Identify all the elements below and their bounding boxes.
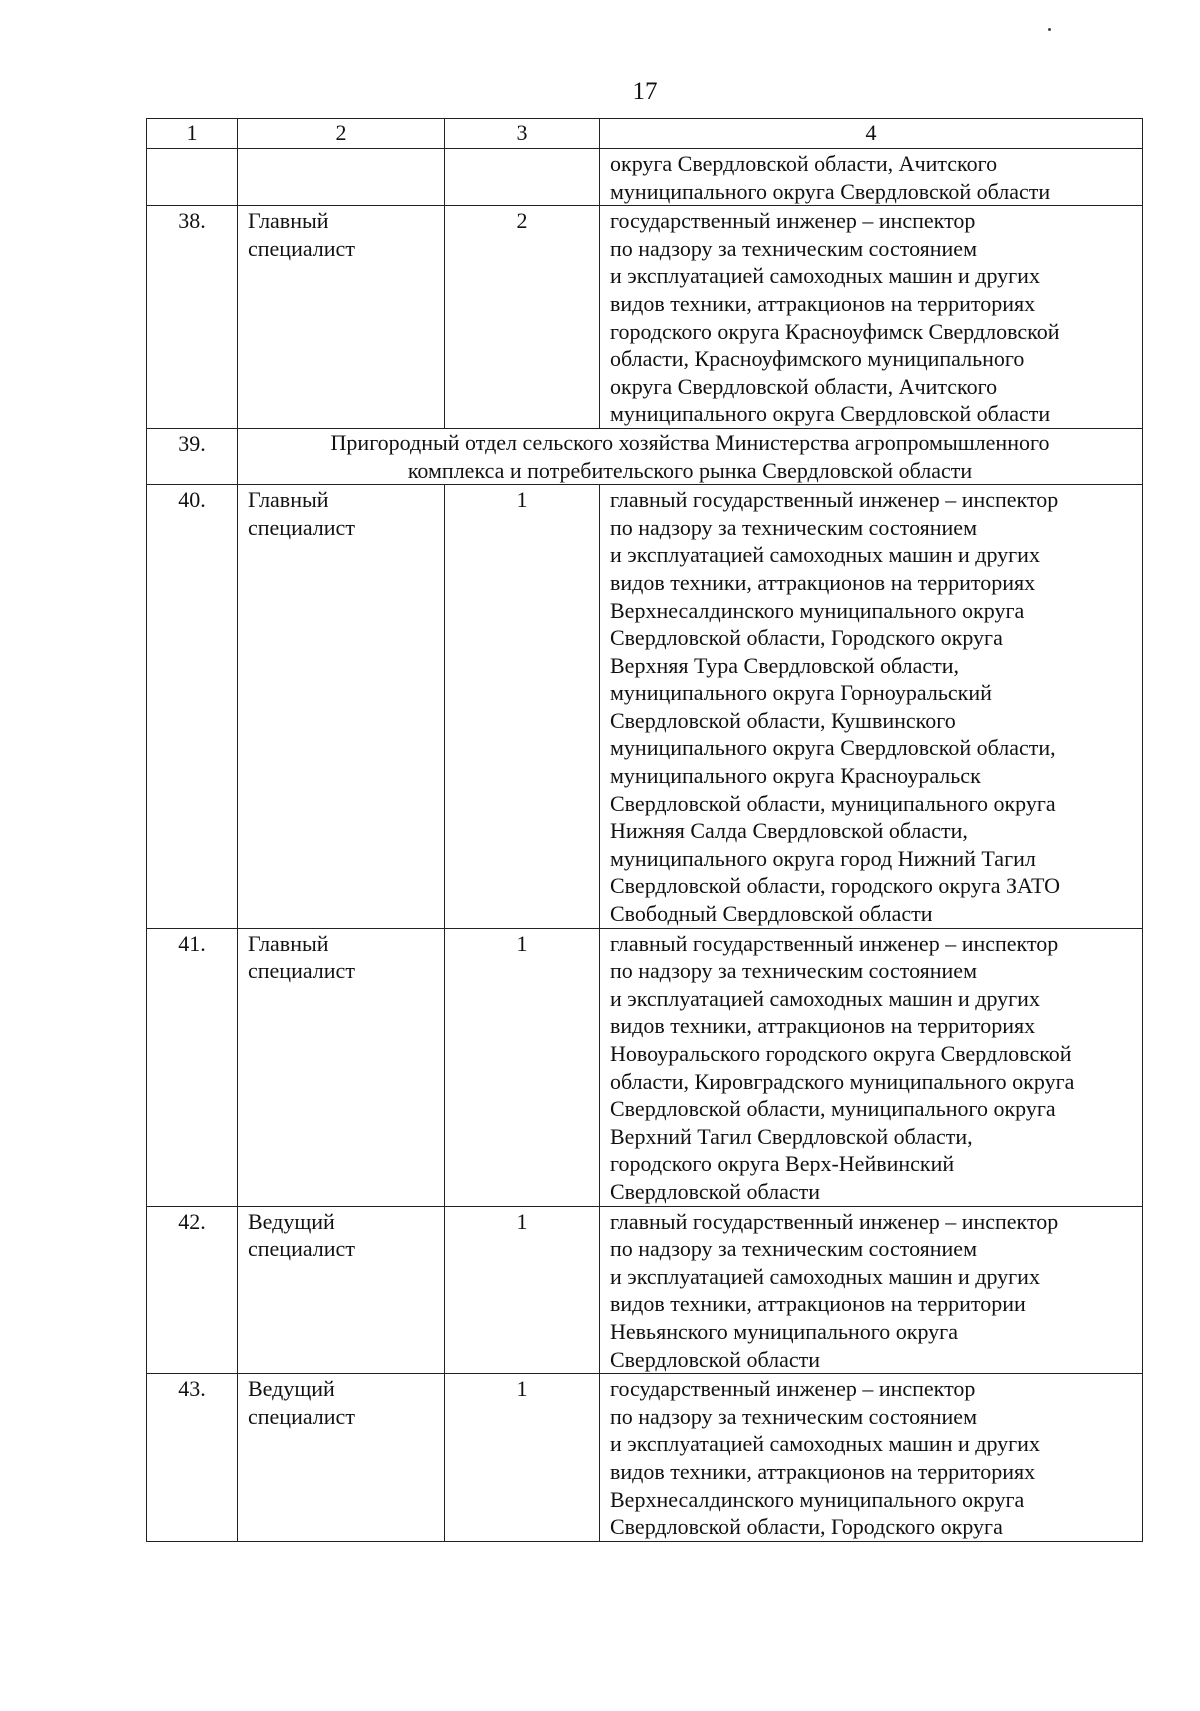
description-cell — [600, 206, 1143, 429]
description-line: Новоуральского городского округа Свердловской — [610, 1041, 1072, 1066]
description-line: и эксплуатацией самоходных машин и других — [610, 1263, 1040, 1289]
description-line: главный государственный инженер – инспектор — [610, 1208, 1059, 1234]
position-cell — [238, 1374, 445, 1542]
position-cell — [238, 206, 445, 429]
department-heading — [238, 428, 1143, 484]
description-line: по надзору за техническим состоянием — [610, 1403, 977, 1429]
table-row-38 — [147, 206, 1143, 429]
description-line: видов техники, аттракционов на территории — [610, 1291, 1026, 1317]
row-number: 39. — [147, 428, 238, 484]
page-number: 17 — [632, 78, 658, 105]
description-line: главный государственный инженер – инспектор — [610, 930, 1059, 956]
row-number: 43. — [147, 1374, 238, 1542]
description-line: Верхнесалдинского муниципального округа — [610, 1486, 1025, 1512]
description-line: Свердловской области, Городского округа — [610, 625, 1003, 651]
table-row-continuation — [147, 149, 1143, 206]
description-line: и эксплуатацией самоходных машин и других — [610, 1431, 1040, 1457]
description-line: муниципального округа Горноуральский — [610, 680, 992, 706]
description-cell — [600, 149, 1143, 206]
header-col-1: 1 — [147, 119, 238, 149]
staff-table — [146, 118, 1143, 1542]
row-number: 38. — [147, 206, 238, 429]
position-cell — [238, 928, 445, 1206]
header-col-2: 2 — [238, 119, 445, 149]
position-line: специалист — [248, 1236, 355, 1262]
description-line: Свердловской области, муниципального округа — [610, 790, 1056, 816]
description-line: Свердловской области, Кушвинского — [610, 707, 956, 733]
position-line: Главный — [248, 208, 329, 234]
table-row-41 — [147, 928, 1143, 1206]
scan-speck — [1048, 28, 1051, 31]
description-line: Верхний Тагил Свердловской области, — [610, 1123, 973, 1149]
description-line: округа Свердловской области, Ачитского — [610, 373, 998, 399]
description-line: Невьянского муниципального округа — [610, 1318, 958, 1344]
description-line: по надзору за техническим состоянием — [610, 1236, 977, 1262]
description-line: муниципального округа Свердловской области, — [610, 735, 1056, 761]
position-line: Ведущий — [248, 1376, 335, 1402]
description-line: Свердловской области, муниципального округа — [610, 1096, 1056, 1122]
description-line: Свердловской области, Городского округа — [610, 1514, 1003, 1540]
description-line: городского округа Красноуфимск Свердловской — [610, 318, 1060, 344]
description-line: Свердловской области — [610, 1178, 820, 1204]
position-line: специалист — [248, 514, 355, 540]
row-number: 41. — [147, 928, 238, 1206]
description-line: видов техники, аттракционов на территориях — [610, 569, 1036, 595]
description-cell — [600, 485, 1143, 929]
description-line: по надзору за техническим состоянием — [610, 514, 977, 540]
position-cell — [238, 1206, 445, 1374]
description-line: Свободный Свердловской области — [610, 901, 933, 927]
description-line: и эксплуатацией самоходных машин и других — [610, 263, 1040, 289]
description-line: области, Кировградского муниципального округа — [610, 1068, 1075, 1094]
position-line: специалист — [248, 235, 355, 261]
table-row-43 — [147, 1374, 1143, 1542]
position-line: Главный — [248, 487, 329, 513]
count-cell: 2 — [445, 206, 600, 429]
table-row-42 — [147, 1206, 1143, 1374]
description-line: области, Красноуфимского муниципального — [610, 346, 1025, 372]
row-number: 42. — [147, 1206, 238, 1374]
description-line: Верхнесалдинского муниципального округа — [610, 597, 1025, 623]
description-line: Верхняя Тура Свердловской области, — [610, 652, 960, 678]
description-line: муниципального округа город Нижний Тагил — [610, 845, 1036, 871]
count-cell: 1 — [445, 928, 600, 1206]
description-line: Свердловской области, городского округа ЗАТО — [610, 873, 1061, 899]
description-line: муниципального округа Свердловской области — [610, 401, 1051, 427]
position-line: Главный — [248, 930, 329, 956]
description-cell — [600, 1206, 1143, 1374]
description-line: видов техники, аттракционов на территориях — [610, 290, 1036, 316]
description-line: и эксплуатацией самоходных машин и других — [610, 985, 1040, 1011]
position-line: специалист — [248, 1403, 355, 1429]
description-line: по надзору за техническим состоянием — [610, 958, 977, 984]
table-row-39 — [147, 428, 1143, 484]
table-row-40 — [147, 485, 1143, 929]
description-line: округа Свердловской области, Ачитского — [610, 151, 998, 176]
position-cell — [238, 485, 445, 929]
description-line: государственный инженер – инспектор — [610, 208, 976, 234]
description-line: Нижняя Салда Свердловской области, — [610, 818, 968, 844]
description-line: муниципального округа Свердловской области — [610, 178, 1051, 204]
description-line: видов техники, аттракционов на территориях — [610, 1013, 1036, 1039]
description-line: Свердловской области — [610, 1346, 820, 1372]
description-line: видов техники, аттракционов на территориях — [610, 1458, 1036, 1484]
description-cell — [600, 928, 1143, 1206]
description-line: государственный инженер – инспектор — [610, 1376, 976, 1402]
count-cell: 1 — [445, 1206, 600, 1374]
description-line: и эксплуатацией самоходных машин и других — [610, 542, 1040, 568]
description-line: городского округа Верх-Нейвинский — [610, 1151, 955, 1177]
department-line: Пригородный отдел сельского хозяйства Министерства агропромышленного — [330, 429, 1050, 455]
row-number: 40. — [147, 485, 238, 929]
header-row — [147, 119, 1143, 149]
count-cell: 1 — [445, 1374, 600, 1542]
count-cell: 1 — [445, 485, 600, 929]
description-line: по надзору за техническим состоянием — [610, 235, 977, 261]
position-line: Ведущий — [248, 1208, 335, 1234]
description-line: муниципального округа Красноуральск — [610, 763, 981, 789]
description-line: главный государственный инженер – инспектор — [610, 487, 1059, 513]
department-line: комплекса и потребительского рынка Свердловской области — [407, 457, 973, 483]
header-col-3: 3 — [445, 119, 600, 149]
position-line: специалист — [248, 958, 355, 984]
description-cell — [600, 1374, 1143, 1542]
header-col-4: 4 — [600, 119, 1143, 149]
